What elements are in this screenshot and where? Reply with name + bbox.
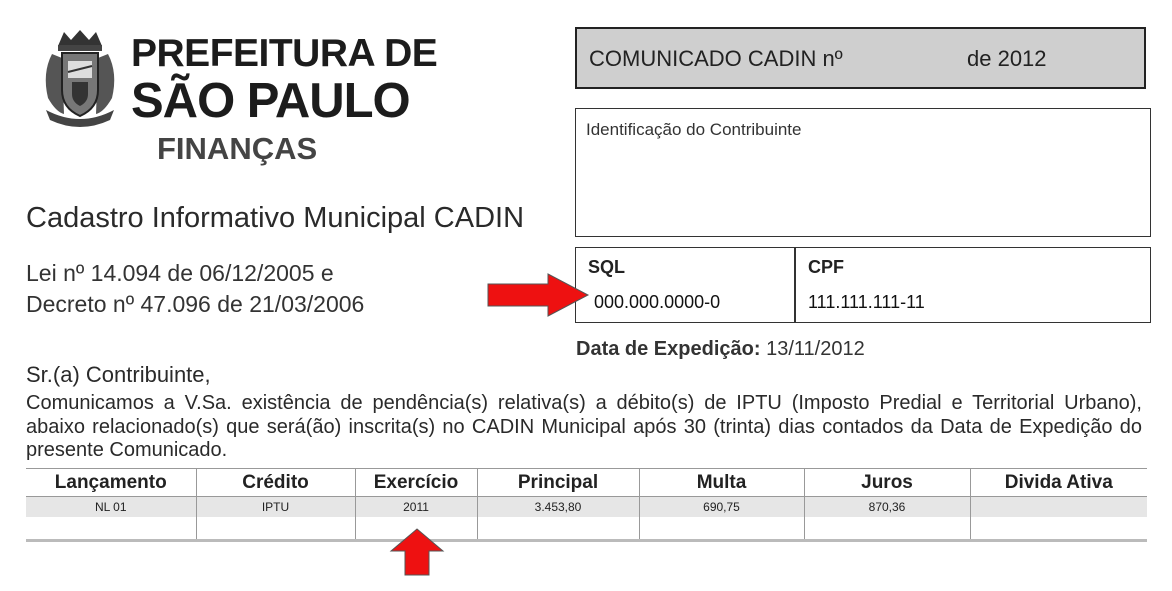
expedition-date [576,338,865,361]
sql-label: SQL [588,257,626,277]
cadin-title: Cadastro Informativo Municipal CADIN [26,202,525,234]
table-row [26,497,1147,518]
debt-table [26,468,1147,542]
cpf-label: CPF [808,257,844,277]
sql-value: 000.000.0000-0 [594,292,721,312]
table-row [26,517,1147,541]
table-header-row [26,469,1147,497]
greeting: Sr.(a) Contribuinte, [26,362,211,387]
cell-empty [477,517,639,541]
sql-cpf-box [575,247,1151,323]
cell-empty [804,517,970,541]
cpf-value: 111.111.111-11 [808,292,925,312]
comunicado-label: COMUNICADO CADIN nº [589,46,843,71]
cell-empty [26,517,196,541]
header-exercicio: Exercício [355,469,477,497]
header-divida-ativa: Divida Ativa [970,469,1147,497]
taxpayer-identification-box [575,108,1151,237]
header-lancamento: Lançamento [26,469,196,497]
sql-cpf-divider [794,248,796,322]
cell-principal: 3.453,80 [477,497,639,518]
cell-juros: 870,36 [804,497,970,518]
red-arrow-up-icon [389,527,445,577]
cell-multa: 690,75 [639,497,804,518]
cell-divida-ativa [970,497,1147,518]
law-reference: Lei nº 14.094 de 06/12/2005 e [26,260,334,286]
header-principal: Principal [477,469,639,497]
header-juros: Juros [804,469,970,497]
expedition-date-label: Data de Expedição: [576,338,761,360]
red-arrow-right-icon [486,272,590,318]
header-credito: Crédito [196,469,355,497]
cell-credito: IPTU [196,497,355,518]
expedition-date-value: 13/11/2012 [760,338,865,360]
decree-reference: Decreto nº 47.096 de 21/03/2006 [26,291,365,317]
cell-exercicio: 2011 [355,497,477,518]
cell-empty [970,517,1147,541]
comunicado-header-box [575,27,1146,89]
comunicado-year: de 2012 [967,46,1047,71]
cell-empty [639,517,804,541]
cell-lancamento: NL 01 [26,497,196,518]
header-multa: Multa [639,469,804,497]
department-name: FINANÇAS [157,131,318,166]
coat-of-arms-icon [38,28,122,128]
cell-empty [196,517,355,541]
notice-body-text: Comunicamos a V.Sa. existência de pendência(s) relativa(s) a débito(s) de IPTU (Imposto Predial e Territorial Urbano), abaixo relacionado(s) que será(ão) inscrita(s) no CADIN Municipal após 30 (trinta) dias contados da Data de Expedição do presente Comunicado. [26,392,1142,461]
org-name-line1: PREFEITURA DE [131,32,438,75]
taxpayer-identification-label: Identificação do Contribuinte [586,120,802,139]
org-name-line2: SÃO PAULO [131,74,410,128]
